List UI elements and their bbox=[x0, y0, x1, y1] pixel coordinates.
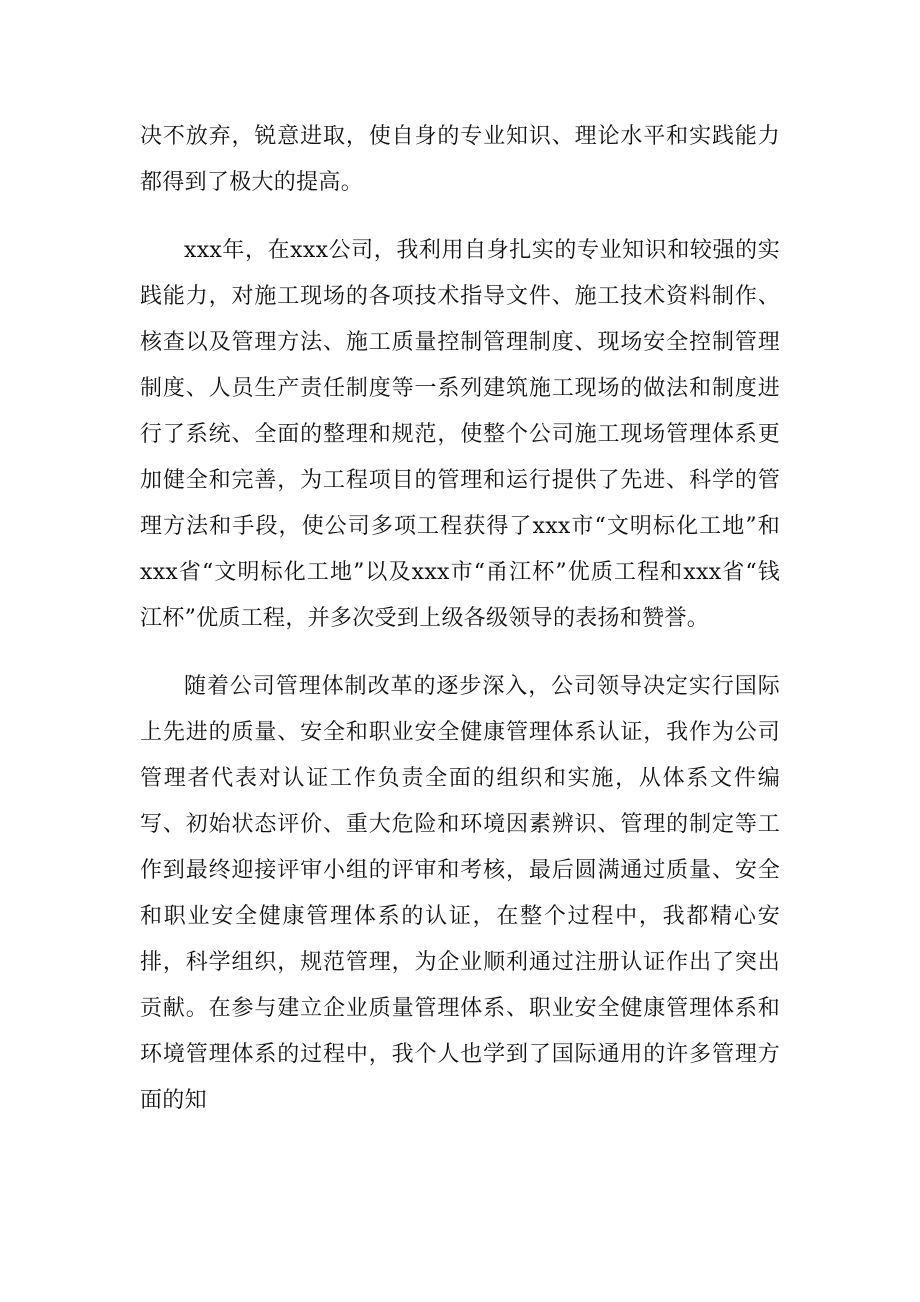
paragraph-continuation: 决不放弃，锐意进取，使自身的专业知识、理论水平和实践能力都得到了极大的提高。 bbox=[140, 124, 780, 195]
paragraph-project-achievements: xxx年，在xxx公司，我利用自身扎实的专业知识和较强的实践能力，对施工现场的各项技术指导文件、施工技术资料制作、核查以及管理方法、施工质量控制管理制度、现场安全控制管理制度、人员生产责任制度等一系列建筑施工现场的做法和制度进行了系统、全面的整理和规范，使整个公司施工现场管理体系更加健全和完善，为工程项目的管理和运行提供了先进、科学的管理方法和手段，使公司多项工程获得了xxx市“文明标化工地”和xxx省“文明标化工地”以及xxx市“甬江杯”优质工程和xxx省“钱江杯”优质工程，并多次受到上级各级领导的表扬和赞誉。 bbox=[140, 238, 780, 631]
document-body bbox=[140, 114, 780, 1124]
paragraph-management-certification: 随着公司管理体制改革的逐步深入，公司领导决定实行国际上先进的质量、安全和职业安全健康管理体系认证，我作为公司管理者代表对认证工作负责全面的组织和实施，从体系文件编写、初始状态评价、重大危险和环境因素辨识、管理的制定等工作到最终迎接评审小组的评审和考核，最后圆满通过质量、安全和职业安全健康管理体系的认证，在整个过程中，我都精心安排，科学组织，规范管理，为企业顺利通过注册认证作出了突出贡献。在参与建立企业质量管理体系、职业安全健康管理体系和环境管理体系的过程中，我个人也学到了国际通用的许多管理方面的知 bbox=[140, 674, 780, 1113]
